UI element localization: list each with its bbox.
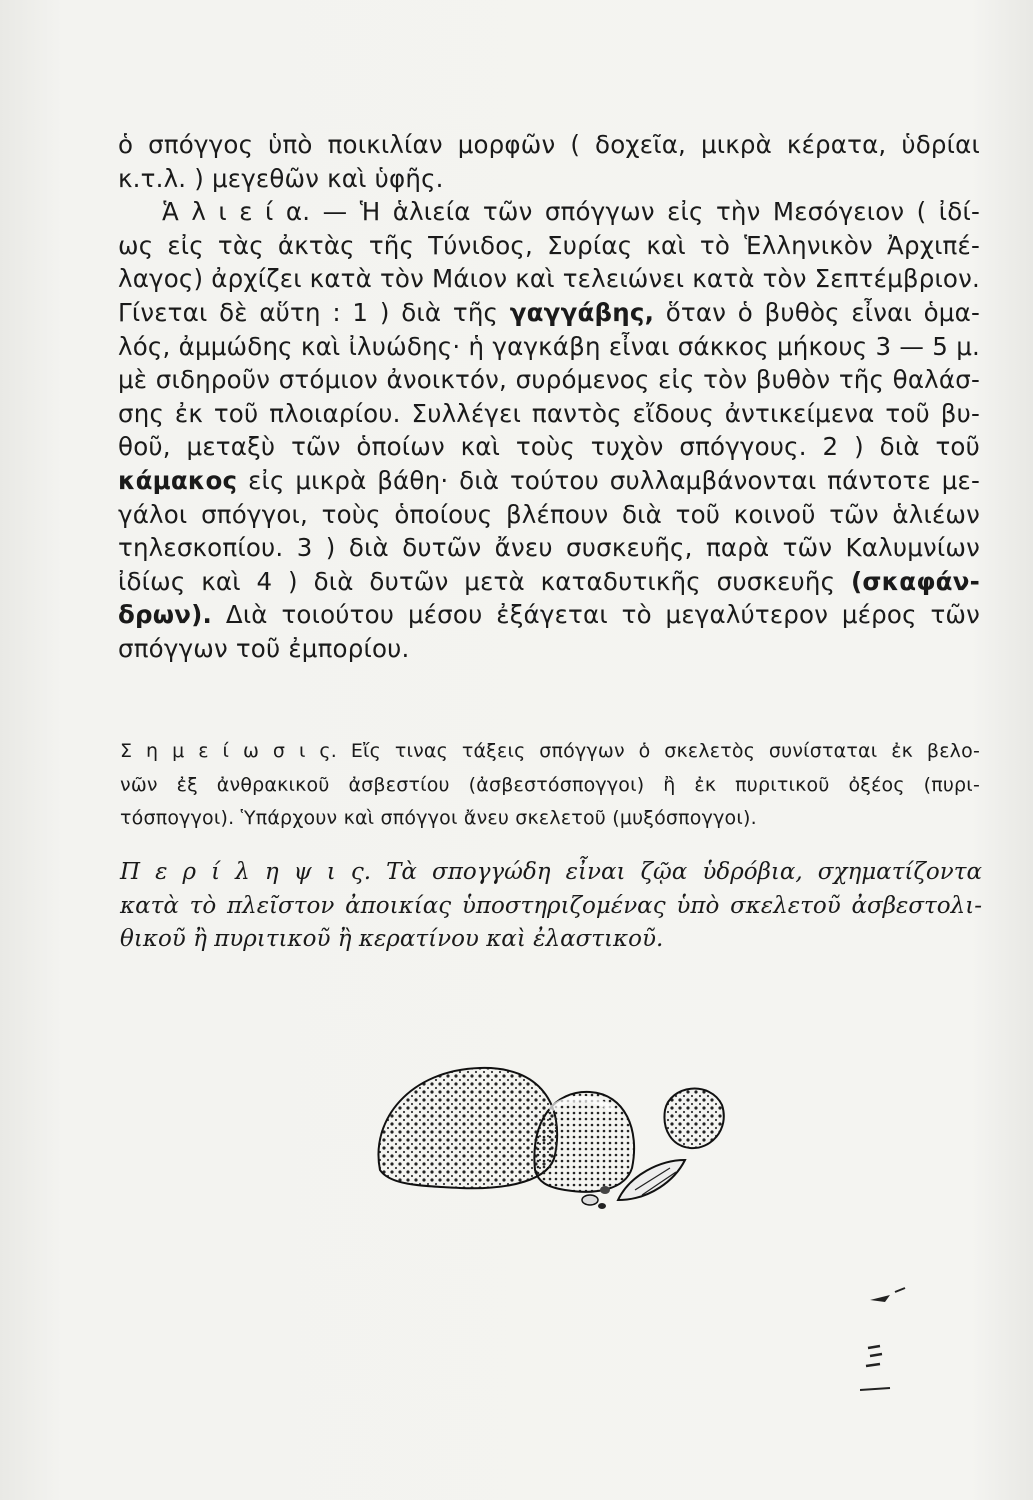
- term-kamakos: κάμακος: [118, 465, 238, 495]
- text-line: [118, 195, 980, 229]
- text-fragment: εἰς μικρὰ βάθη· διὰ τούτου συλλαμβάνονται πάντοτε με-: [248, 465, 980, 495]
- sponge-illustration: [350, 1050, 730, 1210]
- text-line: τηλεσκοπίου. 3 ) διὰ δυτῶν ἄνευ συσκευῆς, παρὰ τῶν Καλυμνίων: [118, 533, 980, 563]
- text-line: σπόγγων τοῦ ἐμπορίου.: [118, 633, 410, 663]
- text-line: κατὰ τὸ πλεῖστον ἀποικίας ὑποστηριζομένας ὑπὸ σκελετοῦ ἀσβεστολι-: [120, 892, 982, 919]
- sponge-middle: [534, 1092, 634, 1192]
- text-line: μὲ σιδηροῦν στόμιον ἀνοικτόν, συρόμενος εἰς τὸν βυθὸν τῆς θαλάσ-: [118, 365, 980, 395]
- main-paragraph: [118, 128, 980, 666]
- summary-label: Π ε ρ ί λ η ψ ι ς.: [120, 859, 372, 885]
- text-fragment: Εἴς τινας τάξεις σπόγγων ὁ σκελετὸς συνίσταται ἐκ βελο-: [350, 740, 981, 762]
- text-line: [120, 736, 980, 770]
- text-line: νῶν ἐξ ἀνθρακικοῦ ἀσβεστίου (ἀσβεστόσπογγοι) ἢ ἐκ πυριτικοῦ ὀξέος (πυρι-: [120, 773, 980, 796]
- term-skafandron: (σκαφάν-: [851, 566, 980, 596]
- text-line: [118, 598, 980, 632]
- text-fragment: — Ἡ ἁλιεία τῶν σπόγγων εἰς τὴν Μεσόγειον ( ἰδί-: [322, 197, 980, 227]
- text-fragment: Διὰ τοιούτου μέσου ἐξάγεται τὸ μεγαλύτερον μέρος τῶν: [225, 600, 980, 630]
- text-line: θικοῦ ἢ πυριτικοῦ ἢ κερατίνου καὶ ἐλαστικοῦ.: [120, 926, 664, 953]
- text-line: [118, 296, 980, 330]
- text-line: λός, ἀμμώδης καὶ ἰλυώδης· ἡ γαγκάβη εἶναι σάκκος μήκους 3 — 5 μ.: [118, 331, 980, 361]
- text-line: [120, 855, 982, 889]
- text-line: κ.τ.λ. ) μεγεθῶν καὶ ὑφῆς.: [118, 163, 444, 193]
- term-gangavi: γαγγάβης,: [509, 297, 655, 327]
- text-line: [118, 565, 980, 599]
- summary-paragraph: [120, 855, 982, 956]
- text-line: ως εἰς τὰς ἀκτὰς τῆς Τύνιδος, Συρίας καὶ τὸ Ἑλληνικὸν Ἀρχιπέ-: [118, 230, 980, 260]
- text-fragment: ἰδίως καὶ 4 ) διὰ δυτῶν μετὰ καταδυτικῆς συσκευῆς: [118, 566, 836, 596]
- text-line: ὁ σπόγγος ὑπὸ ποικιλίαν μορφῶν ( δοχεῖα, μικρὰ κέρατα, ὑδρίαι: [118, 130, 980, 159]
- sponge-large: [378, 1068, 557, 1188]
- text-fragment: Τὰ σπογγώδη εἶναι ζῷα ὑδρόβια, σχηματίζοντα: [386, 859, 982, 885]
- term-skafandron-end: δρων).: [118, 600, 213, 630]
- text-line: λαγος) ἀρχίζει κατὰ τὸν Μάιον καὶ τελειώνει κατὰ τὸν Σεπτέμβριον.: [118, 264, 980, 294]
- text-line: [118, 464, 980, 498]
- text-line: τόσπογγοι). Ὑπάρχουν καὶ σπόγγοι ἄνευ σκελετοῦ (μυξόσπογγοι).: [120, 807, 757, 830]
- text-line: γάλοι σπόγγοι, τοὺς ὁποίους βλέπουν διὰ τοῦ κοινοῦ τῶν ἁλιέων: [118, 499, 980, 529]
- text-line: σης ἐκ τοῦ πλοιαρίου. Συλλέγει παντὸς εἴδους ἀντικείμενα τοῦ βυ-: [118, 398, 980, 428]
- sponge-small: [664, 1089, 723, 1149]
- text-fragment: Γίνεται δὲ αὕτη : 1 ) διὰ τῆς: [118, 297, 499, 327]
- text-fragment: ὅταν ὁ βυθὸς εἶναι ὁμα-: [665, 297, 980, 327]
- text-line: θοῦ, μεταξὺ τῶν ὁποίων καὶ τοὺς τυχὸν σπόγγους. 2 ) διὰ τοῦ: [118, 432, 980, 462]
- section-heading-alieia: Ἁ λ ι ε ί α.: [162, 197, 311, 227]
- scan-marks: [860, 1270, 920, 1410]
- note-label: Σ η μ ε ί ω σ ι ς.: [120, 740, 337, 762]
- note-paragraph: [120, 736, 980, 837]
